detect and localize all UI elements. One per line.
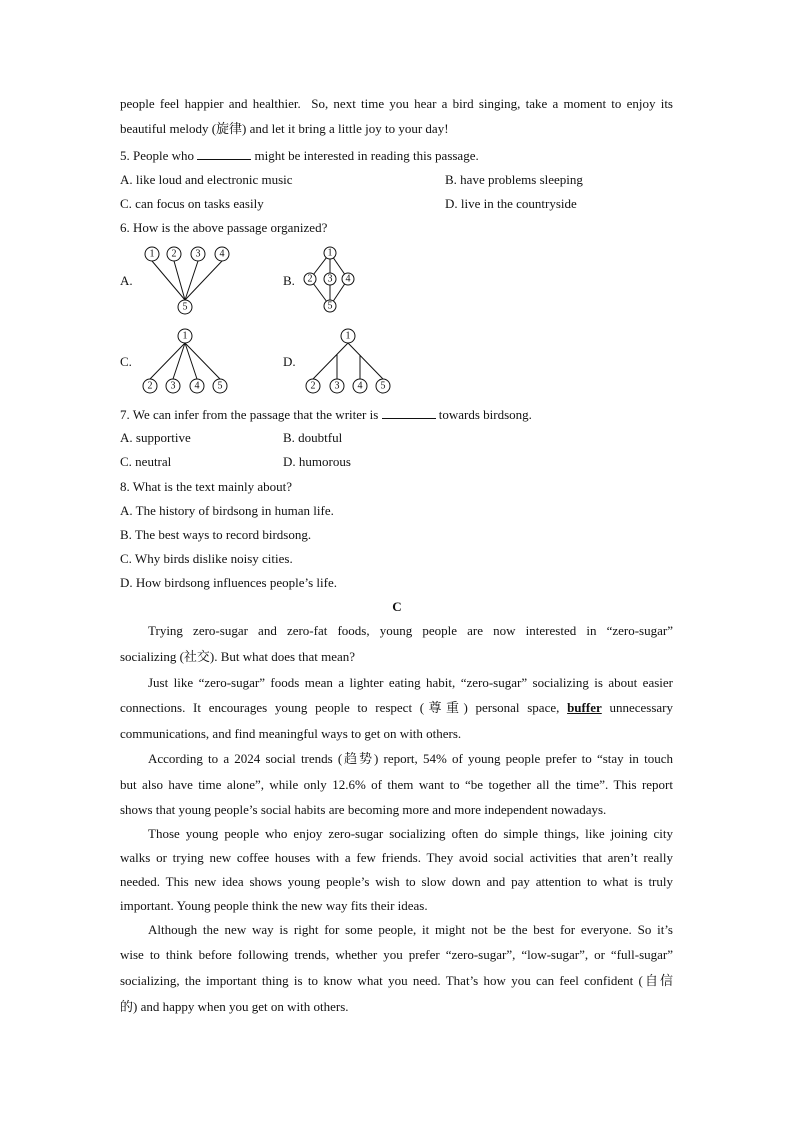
question-7-stem: 7. We can infer from the passage that the writer is towards birdsong. <box>120 407 532 422</box>
paragraph-line: needed. This new idea shows young people’s wish to slow down and pay attention to what is truly <box>120 874 673 889</box>
q6-option-a-label: A. <box>120 273 133 288</box>
paragraph-line: wise to think before following trends, whether you prefer “zero-sugar”, “low-sugar”, or “full-sugar” <box>120 947 673 962</box>
q7-option-a: A. supportive <box>120 430 191 445</box>
question-8-stem: 8. What is the text mainly about? <box>120 479 292 494</box>
q8-option-d: D. How birdsong influences people’s life. <box>120 575 337 590</box>
highlighted-word: buffer <box>567 700 602 715</box>
paragraph-line: shows that young people’s social habits are becoming more and more independent nowadays. <box>120 802 607 817</box>
q5-option-d: D. live in the countryside <box>445 196 577 211</box>
paragraph-line: but also have time alone”, while only 12.6% of them want to “be together all the time”. This report <box>120 777 673 792</box>
node-label: 4 <box>345 273 351 285</box>
paragraph-line: Trying zero-sugar and zero-fat foods, young people are now interested in “zero-sugar” <box>148 623 673 638</box>
node-label: 4 <box>194 380 200 392</box>
paragraph-line: 的) and happy when you get on with others. <box>120 999 349 1014</box>
q7-option-d: D. humorous <box>283 454 351 469</box>
node-label: 5 <box>327 300 333 312</box>
question-6-stem: 6. How is the above passage organized? <box>120 220 328 235</box>
node-label: 4 <box>219 248 225 260</box>
paragraph-line: socializing, the important thing is to know what you need. That’s how you can feel confident (自信 <box>120 973 673 988</box>
node-label: 3 <box>334 380 340 392</box>
node-label: 2 <box>307 273 313 285</box>
paragraph-line: According to a 2024 social trends (趋势) report, 54% of young people prefer to “stay in touch <box>148 751 673 766</box>
structure-diagram-b <box>300 243 360 318</box>
paragraph-line: Although the new way is right for some people, it might not be the best for everyone. So it’s <box>148 922 673 937</box>
q7-option-b: B. doubtful <box>283 430 343 445</box>
q7-option-c: C. neutral <box>120 454 172 469</box>
section-title: C <box>392 599 402 614</box>
q8-option-b: B. The best ways to record birdsong. <box>120 527 312 542</box>
paragraph-line: communications, and find meaningful ways to get on with others. <box>120 726 462 741</box>
paragraph-line: walks or trying new coffee houses with a few friends. They avoid social activities that aren’t really <box>120 850 673 865</box>
node-label: 1 <box>327 247 333 259</box>
q5-option-a: A. like loud and electronic music <box>120 172 293 187</box>
answer-blank <box>197 147 251 160</box>
paragraph-line: connections. It encourages young people to respect (尊重) personal space, buffer unnecessary <box>120 700 673 715</box>
node-label: 3 <box>170 380 176 392</box>
passage-line: people feel happier and healthier. So, next time you hear a bird singing, take a moment to enjoy its <box>120 96 673 111</box>
node-label: 2 <box>171 248 177 260</box>
answer-blank <box>382 406 436 419</box>
node-label: 2 <box>310 380 316 392</box>
question-5-stem: 5. People who might be interested in reading this passage. <box>120 148 479 163</box>
q6-option-d-label: D. <box>283 354 296 369</box>
paragraph-line: socializing (社交). But what does that mean? <box>120 649 356 664</box>
q8-option-a: A. The history of birdsong in human life. <box>120 503 334 518</box>
q5-option-c: C. can focus on tasks easily <box>120 196 264 211</box>
node-label: 4 <box>357 380 363 392</box>
structure-diagram-d <box>303 326 398 398</box>
q5-option-b: B. have problems sleeping <box>445 172 583 187</box>
node-label: 1 <box>345 330 351 342</box>
node-label: 5 <box>182 301 188 313</box>
node-label: 2 <box>147 380 153 392</box>
q6-option-b-label: B. <box>283 273 295 288</box>
paragraph-line: Those young people who enjoy zero-sugar socializing often do simple things, like joining city <box>148 826 673 841</box>
paragraph-line: important. Young people think the new way fits their ideas. <box>120 898 428 913</box>
node-label: 5 <box>380 380 386 392</box>
structure-diagram-a <box>140 243 235 318</box>
node-label: 3 <box>195 248 201 260</box>
node-label: 5 <box>217 380 223 392</box>
q8-option-c: C. Why birds dislike noisy cities. <box>120 551 293 566</box>
paragraph-line: Just like “zero-sugar” foods mean a lighter eating habit, “zero-sugar” socializing is about easier <box>148 675 673 690</box>
node-label: 3 <box>327 273 333 285</box>
q6-option-c-label: C. <box>120 354 132 369</box>
node-label: 1 <box>149 248 155 260</box>
structure-diagram-c <box>140 326 235 398</box>
passage-line: beautiful melody (旋律) and let it bring a little joy to your day! <box>120 121 449 136</box>
node-label: 1 <box>182 330 188 342</box>
